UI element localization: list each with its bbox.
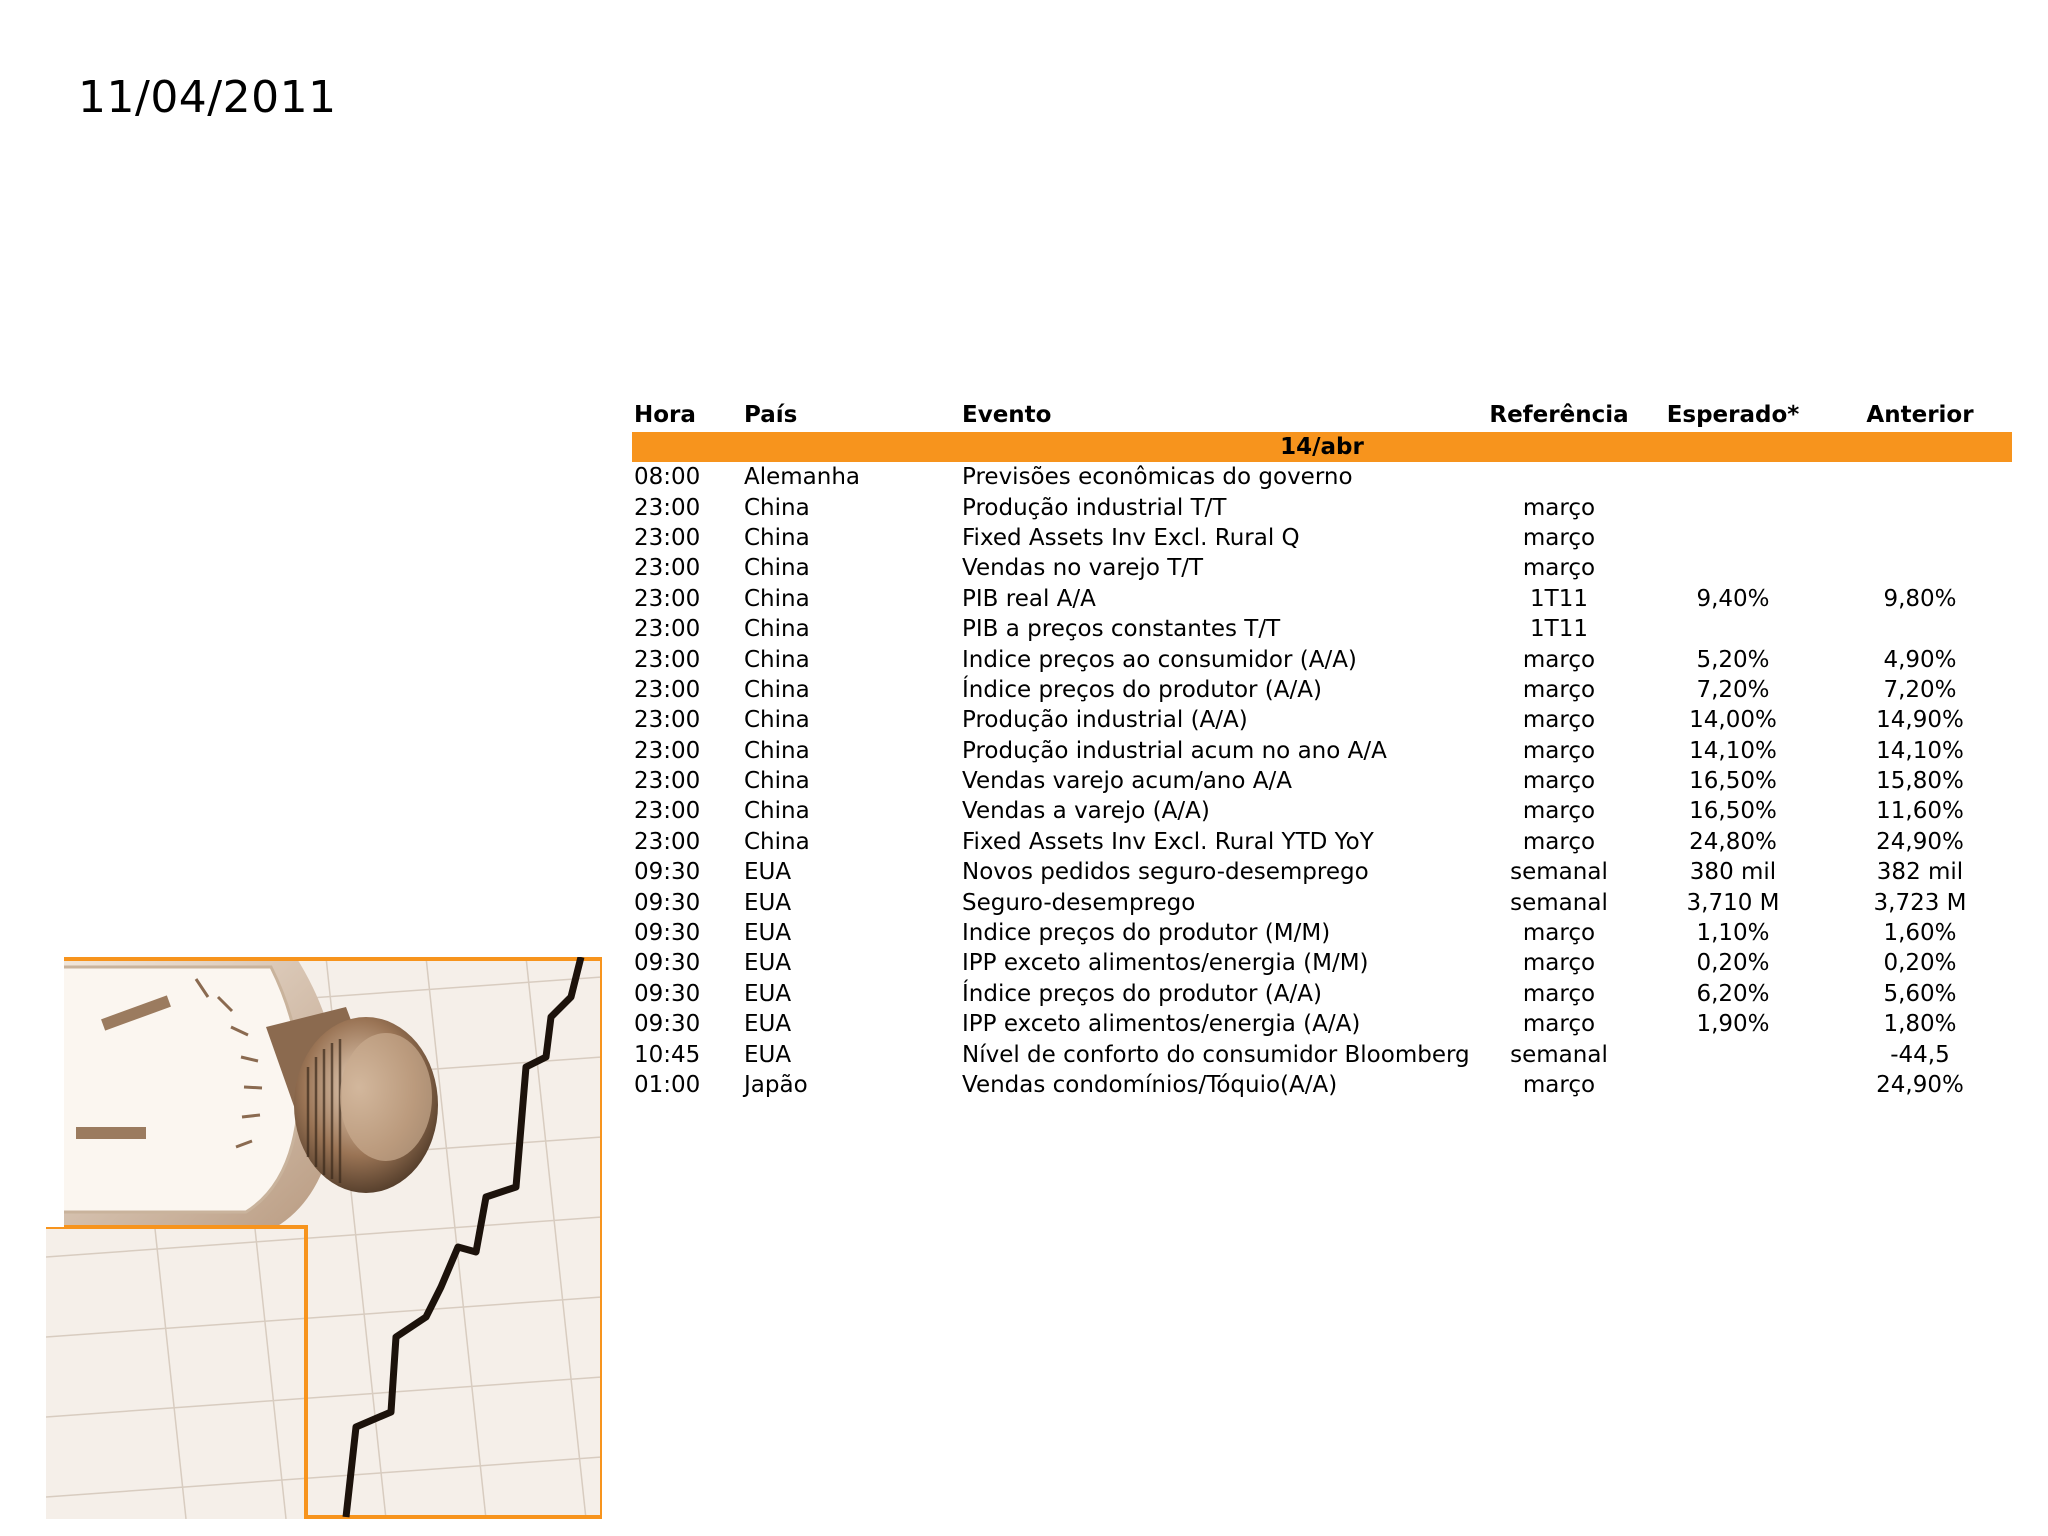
cell-hora: 09:30 [634,1011,701,1038]
cell-esperado: 0,20% [1696,950,1770,977]
cell-evento: Indice preços ao consumidor (A/A) [962,646,1357,673]
date-group-row [632,432,2012,462]
cell-referencia: março [1522,494,1596,521]
cell-esperado [1638,1039,1828,1069]
cell-pais: China [744,494,810,521]
cell-referencia: semanal [1510,859,1608,886]
cell-anterior: 1,60% [1883,920,1957,947]
header-pais: País [744,402,798,428]
cell-esperado: 7,20% [1696,676,1770,703]
cell-hora: 09:30 [634,920,701,947]
header-esperado: Esperado* [1666,402,1800,428]
cell-hora: 23:00 [634,585,701,612]
cell-pais: EUA [744,950,792,977]
cell-referencia: março [1522,768,1596,795]
cell-pais: China [744,676,810,703]
cell-referencia [1480,462,1638,492]
cell-evento: Novos pedidos seguro-desemprego [962,859,1369,886]
cell-hora: 23:00 [634,828,701,855]
cell-pais: China [744,585,810,612]
table-row [632,796,2012,826]
header-evento: Evento [962,402,1052,428]
header-hora: Hora [634,402,696,428]
table-row [632,918,2012,948]
cell-anterior: 5,60% [1883,980,1957,1007]
cell-hora: 23:00 [634,494,701,521]
cell-anterior: 9,80% [1883,585,1957,612]
cell-esperado [1638,492,1828,522]
cell-referencia: 1T11 [1530,585,1588,612]
table-row [632,1039,2012,1069]
cell-esperado [1638,553,1828,583]
cell-evento: IPP exceto alimentos/energia (A/A) [962,1011,1361,1038]
cell-hora: 23:00 [634,798,701,825]
header-anterior: Anterior [1866,402,1974,428]
cell-referencia: março [1522,920,1596,947]
cell-anterior: 0,20% [1883,950,1957,977]
cell-hora: 23:00 [634,707,701,734]
cell-esperado: 9,40% [1696,585,1770,612]
cell-hora: 23:00 [634,524,701,551]
cell-anterior [1828,553,2012,583]
cell-referencia: março [1522,950,1596,977]
decorative-watch-chart-image [46,957,602,1519]
table-row [632,462,2012,492]
cell-referencia: março [1522,676,1596,703]
cell-evento: Vendas condomínios/Tóquio(A/A) [962,1072,1338,1098]
cell-anterior: 11,60% [1876,798,1964,825]
cell-anterior [1828,462,2012,492]
table-row [632,584,2012,614]
cell-anterior: 382 mil [1876,859,1964,886]
cell-pais: EUA [744,859,792,886]
cell-anterior: 1,80% [1883,1011,1957,1038]
cell-referencia: março [1522,707,1596,734]
table-row [632,492,2012,522]
cell-evento: Índice preços do produtor (A/A) [962,980,1322,1007]
cell-hora: 23:00 [634,616,701,643]
cell-anterior: 3,723 M [1873,889,1967,916]
cell-pais: China [744,768,810,795]
cell-pais: EUA [744,980,792,1007]
cell-esperado: 3,710 M [1686,889,1780,916]
table-row [632,887,2012,917]
cell-pais: EUA [744,1011,792,1038]
date-group-label: 14/abr [632,432,2012,462]
cell-anterior: 24,90% [1876,1072,1964,1098]
cell-evento: Produção industrial acum no ano A/A [962,737,1387,764]
cell-anterior [1828,614,2012,644]
cell-evento: Previsões econômicas do governo [962,464,1353,491]
table-row [632,979,2012,1009]
cell-hora: 23:00 [634,555,701,582]
cell-evento: PIB a preços constantes T/T [962,616,1281,643]
cell-anterior [1828,492,2012,522]
cell-hora: 10:45 [634,1041,701,1068]
cell-evento: PIB real A/A [962,585,1096,612]
cell-esperado: 14,00% [1689,707,1777,734]
cell-pais: EUA [744,1041,792,1068]
cell-referencia: 1T11 [1530,616,1588,643]
cell-esperado [1638,614,1828,644]
cell-referencia: semanal [1510,889,1608,916]
cell-referencia: março [1522,828,1596,855]
cell-esperado: 1,10% [1696,920,1770,947]
cell-referencia: março [1522,737,1596,764]
cell-referencia: março [1522,1011,1596,1038]
cell-pais: EUA [744,889,792,916]
cell-esperado: 16,50% [1689,798,1777,825]
table-row [632,766,2012,796]
table-row [632,736,2012,766]
cell-evento: Vendas varejo acum/ano A/A [962,768,1292,795]
cell-pais: China [744,707,810,734]
cell-pais: China [744,524,810,551]
cell-anterior: 24,90% [1876,828,1964,855]
cell-anterior: 4,90% [1883,646,1957,673]
cell-esperado: 6,20% [1696,980,1770,1007]
cell-hora: 23:00 [634,646,701,673]
cell-evento: Fixed Assets Inv Excl. Rural YTD YoY [962,828,1374,855]
cell-anterior: 14,90% [1876,707,1964,734]
cell-referencia: março [1522,980,1596,1007]
cell-esperado: 1,90% [1696,1011,1770,1038]
cell-pais: China [744,616,810,643]
table-row [632,644,2012,674]
cell-pais: Japão [744,1072,808,1098]
table-row [632,705,2012,735]
cell-referencia: março [1522,555,1596,582]
table-row [632,857,2012,887]
table-header-row [632,398,2012,432]
cell-evento: Produção industrial (A/A) [962,707,1248,734]
cell-hora: 23:00 [634,737,701,764]
cell-esperado [1638,462,1828,492]
cell-esperado: 380 mil [1689,859,1777,886]
table-row [632,1070,2012,1100]
cell-hora: 01:00 [634,1072,701,1098]
cell-referencia: março [1522,1072,1596,1098]
table-row [632,614,2012,644]
cell-anterior: -44,5 [1890,1041,1950,1068]
cell-pais: China [744,798,810,825]
economic-calendar-table [632,398,2012,1100]
cell-pais: Alemanha [744,464,861,491]
cell-anterior: 15,80% [1876,768,1964,795]
cell-esperado: 24,80% [1689,828,1777,855]
cell-evento: Nível de conforto do consumidor Bloomberg [962,1041,1470,1068]
table-row [632,523,2012,553]
cell-anterior: 14,10% [1876,737,1964,764]
cell-referencia: semanal [1510,1041,1608,1068]
cell-evento: Vendas a varejo (A/A) [962,798,1210,825]
table-row [632,553,2012,583]
table-row [632,827,2012,857]
cell-esperado [1638,523,1828,553]
cell-evento: IPP exceto alimentos/energia (M/M) [962,950,1369,977]
cell-evento: Indice preços do produtor (M/M) [962,920,1331,947]
cell-esperado: 14,10% [1689,737,1777,764]
cell-evento: Produção industrial T/T [962,494,1227,521]
cell-hora: 09:30 [634,889,701,916]
table-row [632,1009,2012,1039]
cell-referencia: março [1522,524,1596,551]
cell-pais: EUA [744,920,792,947]
table-row [632,948,2012,978]
cell-pais: China [744,737,810,764]
cell-hora: 09:30 [634,859,701,886]
cell-esperado: 5,20% [1696,646,1770,673]
cell-hora: 08:00 [634,464,701,491]
cell-referencia: março [1522,646,1596,673]
cell-pais: China [744,646,810,673]
cell-evento: Fixed Assets Inv Excl. Rural Q [962,524,1300,551]
cell-esperado: 16,50% [1689,768,1777,795]
cell-anterior [1828,523,2012,553]
cell-hora: 23:00 [634,768,701,795]
header-referencia: Referência [1489,402,1629,428]
cell-hora: 09:30 [634,950,701,977]
cell-hora: 23:00 [634,676,701,703]
cell-anterior: 7,20% [1883,676,1957,703]
page-date: 11/04/2011 [78,72,337,123]
table-row [632,675,2012,705]
cell-evento: Índice preços do produtor (A/A) [962,676,1322,703]
cell-referencia: março [1522,798,1596,825]
cell-hora: 09:30 [634,980,701,1007]
cell-esperado [1638,1070,1828,1100]
cell-evento: Vendas no varejo T/T [962,555,1204,582]
cell-pais: China [744,555,810,582]
cell-evento: Seguro-desemprego [962,889,1196,916]
cell-pais: China [744,828,810,855]
